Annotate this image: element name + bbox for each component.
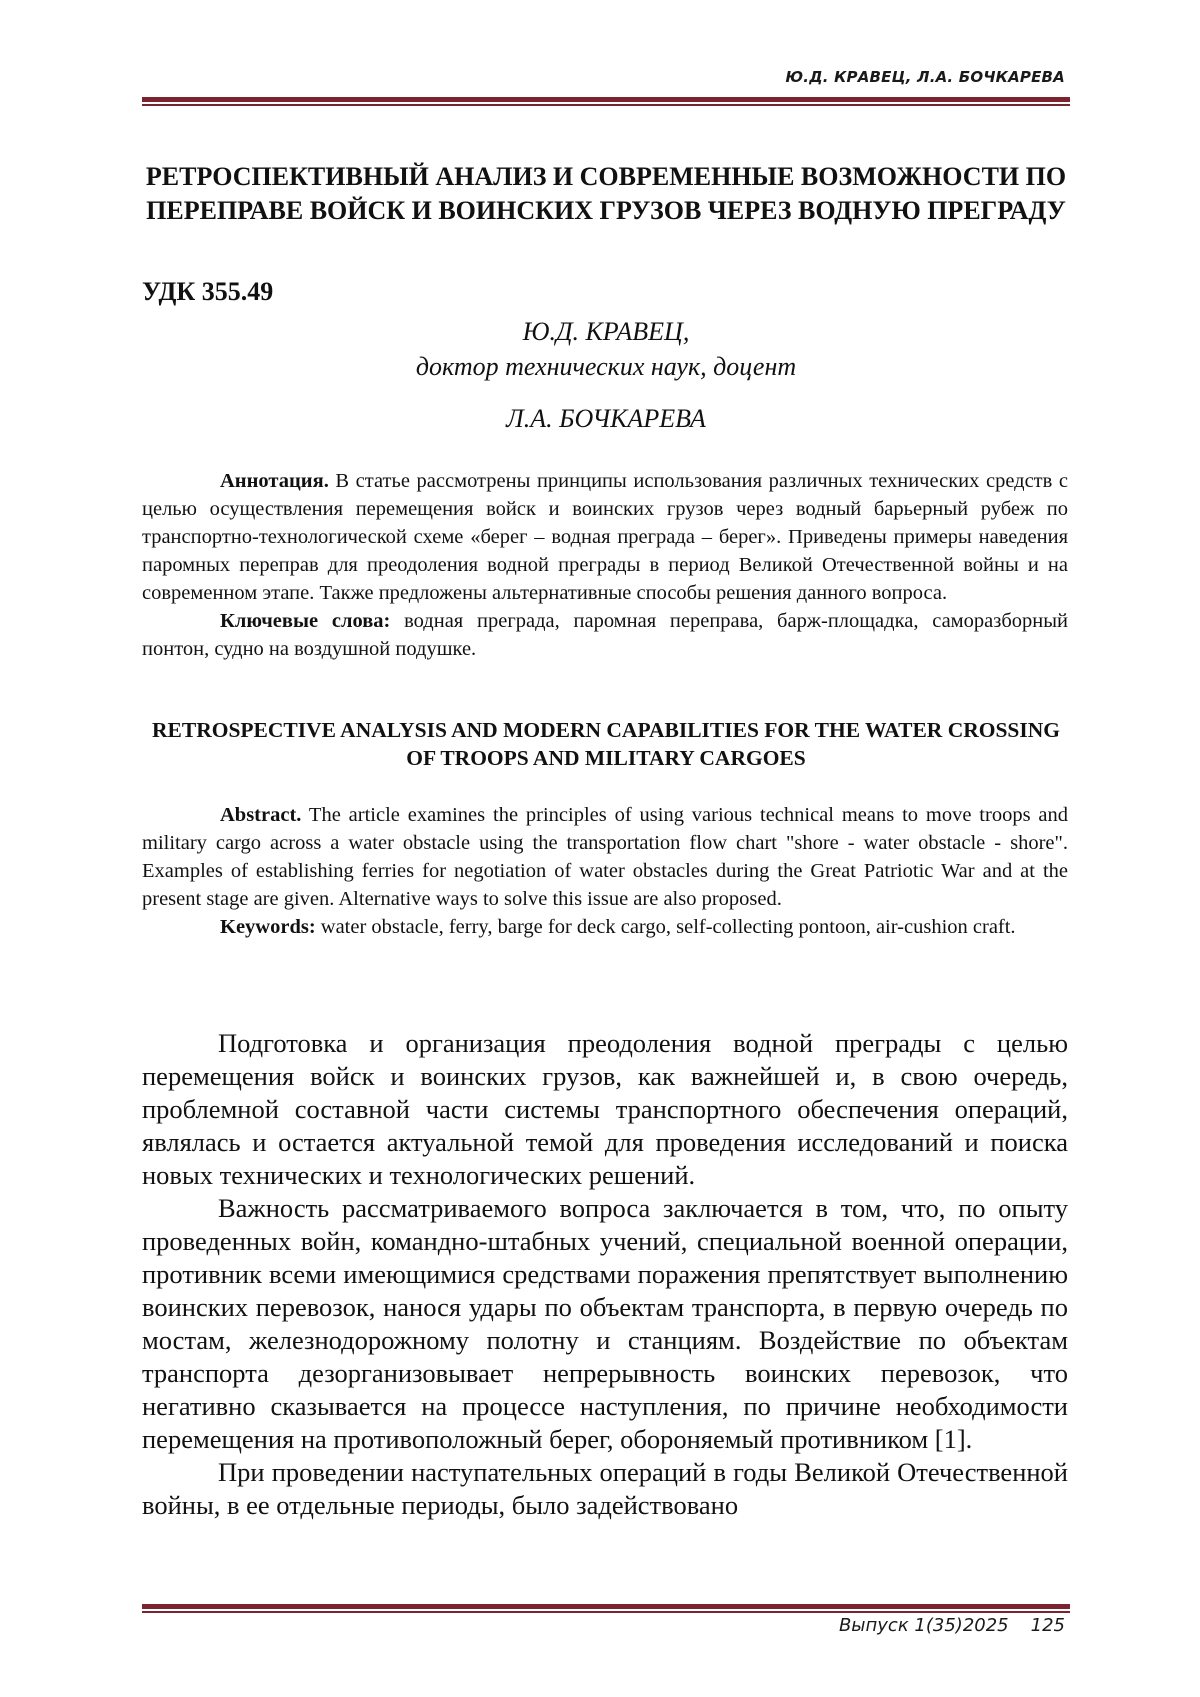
article-title-ru: РЕТРОСПЕКТИВНЫЙ АНАЛИЗ И СОВРЕМЕННЫЕ ВОЗМОЖНОСТИ ПО ПЕРЕПРАВЕ ВОЙСК И ВОИНСКИХ ГРУЗОВ ЧЕРЕЗ ВОДНУЮ ПРЕГРАДУ (145, 162, 1067, 225)
abstract-ru-block (142, 467, 1068, 663)
abstract-ru-text: В статье рассмотрены принципы использования различных технических средств с целью осуществления перемещения войск и воинских грузов через водный барьерный рубеж по транспортно-технологической схеме «берег – водная преграда – берег». Приведены примеры наведения паромных переправ для преодоления водной преграды в период Великой Отечественной войны и на современном этапе. Также предложены альтернативные способы решения данного вопроса. (142, 470, 1068, 604)
body-paragraph-1: Подготовка и организация преодоления водной преграды с целью перемещения войск и воинских грузов, как важнейшей и, в свою очередь, проблемной составной части системы транспортного обеспечения операций, являлась и остается актуальной темой для проведения исследований и поиска новых технических и технологических решений. (142, 1028, 1068, 1190)
keywords-en-label: Keywords: (220, 916, 316, 938)
abstract-en-text: The article examines the principles of using various technical means to move troops and military cargo across a water obstacle using the transportation flow chart "shore - water obstacle - shore". Examples of establishing ferries for negotiation of water obstacles during the Great Patriotic War and at the present stage are given. Alternative ways to solve this issue are also proposed. (142, 804, 1069, 910)
header-rule-thin (142, 104, 1070, 106)
article-title-en: RETROSPECTIVE ANALYSIS AND MODERN CAPABILITIES FOR THE WATER CROSSING OF TROOPS AND MILITARY CARGOES (152, 718, 1060, 770)
body-paragraph-2: Важность рассматриваемого вопроса заключается в том, что, по опыту проведенных войн, командно-штабных учений, специальной военной операции, противник всеми имеющимися средствами поражения препятствует выполнению воинских перевозок, нанося удары по объектам транспорта, в первую очередь по мостам, железнодорожному полотну и станциям. Воздействие по объектам транспорта дезорганизовывает непрерывность воинских перевозок, что негативно сказывается на процессе наступления, по причине необходимости перемещения на противоположный берег, обороняемый противником [1]. (142, 1193, 1068, 1454)
running-header: Ю.Д. КРАВЕЦ, Л.А. БОЧКАРЕВА (785, 68, 1065, 86)
header-rule (142, 97, 1070, 106)
udk-code: УДК 355.49 (142, 277, 274, 306)
abstract-ru-label: Аннотация. (220, 470, 329, 492)
page-number: 125 (1030, 1615, 1065, 1636)
keywords-ru-text: водная преграда, паромная переправа, барж-площадка, саморазборный понтон, судно на воздушной подушке. (142, 610, 1068, 660)
footer-rule-thick (142, 1604, 1070, 1609)
author-name-2: Л.А. БОЧКАРЕВА (506, 404, 706, 433)
page-footer (839, 1615, 1065, 1636)
abstract-en-block (142, 801, 1068, 941)
abstract-en (142, 801, 1068, 913)
footer-rule (142, 1604, 1070, 1613)
body-paragraph-3: При проведении наступательных операций в годы Великой Отечественной войны, в ее отдельные периоды, было задействовано (142, 1457, 1068, 1520)
keywords-ru-label: Ключевые слова: (220, 610, 391, 632)
keywords-en-text: water obstacle, ferry, barge for deck cargo, self-collecting pontoon, air-cushion craft. (320, 916, 1016, 938)
author-degree-1: доктор технических наук, доцент (415, 352, 797, 381)
article-body (142, 1027, 1068, 1522)
footer-rule-thin (142, 1611, 1070, 1613)
keywords-ru (142, 607, 1068, 663)
abstract-en-label: Abstract. (220, 804, 302, 826)
keywords-en (142, 913, 1068, 941)
header-rule-thick (142, 97, 1070, 102)
issue-label: Выпуск 1(35)2025 (838, 1615, 1009, 1636)
abstract-ru (142, 467, 1068, 607)
author-name-1: Ю.Д. КРАВЕЦ, (522, 317, 690, 346)
